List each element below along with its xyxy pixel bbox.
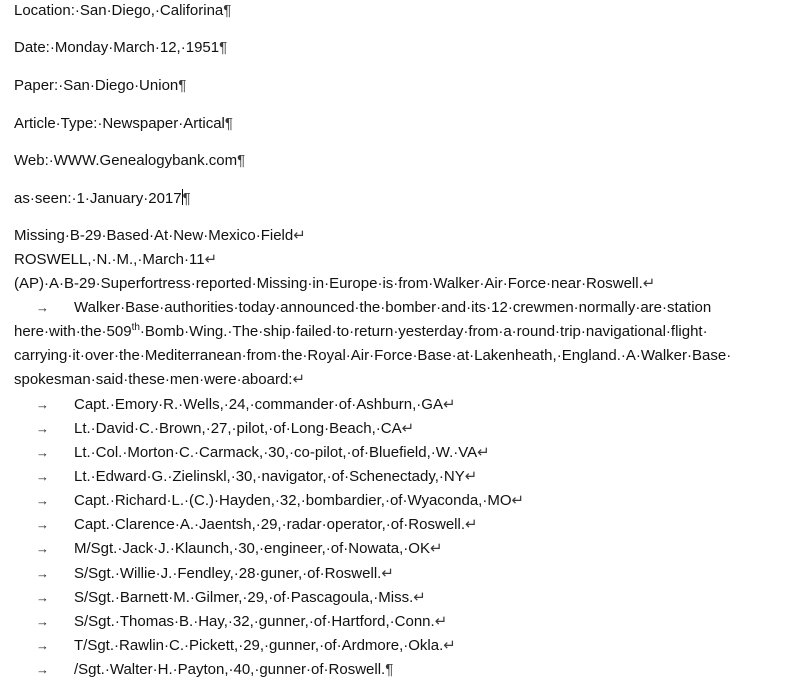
crew-member-text: S/Sgt.·Barnett·M.·Gilmer,·29,·of·Pascagoula,·Miss. xyxy=(74,589,414,606)
line-break-mark: ↵ xyxy=(381,565,394,582)
crew-member-text: Capt.·Clarence·A.·Jaentsh,·29,·radar·operator,·of·Roswell. xyxy=(74,516,465,533)
crew-member-text: T/Sgt.·Rawlin·C.·Pickett,·29,·gunner,·of·Ardmore,·Okla. xyxy=(74,637,444,654)
tab-mark: → xyxy=(36,421,49,436)
tab-mark: → xyxy=(36,493,49,508)
tab-mark: → xyxy=(36,566,49,581)
line-break-mark: ↵ xyxy=(511,492,525,509)
article-type-line xyxy=(14,114,233,134)
as-seen-line xyxy=(14,189,191,209)
tab-mark: → xyxy=(36,590,49,605)
line-break-mark: ↵ xyxy=(477,444,490,461)
location-line xyxy=(14,1,231,21)
tab-mark: → xyxy=(36,638,49,653)
tab-mark: → xyxy=(36,397,49,412)
crew-member-text: Capt.·Richard·L.·(C.)·Hayden,·32,·bombardier,·of·Wyaconda,·MO xyxy=(74,492,512,509)
paragraph-text: here·with·the·509 xyxy=(14,323,132,340)
line-break-mark: ↵ xyxy=(401,420,415,437)
web-text: Web:·WWW.Genealogybank.com xyxy=(14,152,238,169)
lead-text: (AP)·A·B-29·Superfortress·reported·Missing·in·Europe·is·from·Walker·Air·Force·near·Roswell. xyxy=(14,275,643,292)
crew-member-text: /Sgt.·Walter·H.·Payton,·40,·gunner·of·Roswell. xyxy=(74,661,386,678)
line-break-mark: ↵ xyxy=(429,540,443,557)
pilcrow-mark: ¶ xyxy=(224,115,233,132)
paragraph-line-3 xyxy=(14,346,731,366)
paragraph-text: spokesman·said·these·men·were·aboard: xyxy=(14,371,293,388)
line-break-mark: ↵ xyxy=(292,371,306,388)
paper-text: Paper:·San·Diego·Union xyxy=(14,77,179,94)
paragraph-text: carrying·it·over·the·Mediterranean·from·the·Royal·Air·Force·Base·at·Lakenheath,·England.·A·Walker·Base· xyxy=(14,347,732,364)
as-seen-text: as·seen:·1·January·2017 xyxy=(14,190,182,207)
crew-member-text: Capt.·Emory·R.·Wells,·24,·commander·of·Ashburn,·GA xyxy=(74,396,443,413)
crew-member-text: Lt.·Col.·Morton·C.·Carmack,·30,·co-pilot,·of·Bluefield,·W.·VA xyxy=(74,444,478,461)
tab-mark: → xyxy=(36,614,49,629)
crew-member-text: Lt.·David·C.·Brown,·27,·pilot,·of·Long·Beach,·CA xyxy=(74,420,402,437)
tab-mark: → xyxy=(36,662,49,677)
date-text: Date:·Monday·March·12,·1951 xyxy=(14,39,220,56)
paragraph-text: Walker·Base·authorities·today·announced·the·bomber·and·its·12·crewmen·normally·are·station xyxy=(74,299,712,316)
pilcrow-mark: ¶ xyxy=(219,39,228,56)
article-type-text: Article·Type:·Newspaper·Artical xyxy=(14,115,225,132)
line-break-mark: ↵ xyxy=(464,468,478,485)
lead-line xyxy=(14,274,655,294)
crew-member-text: S/Sgt.·Willie·J.·Fendley,·28·guner,·of·Roswell. xyxy=(74,565,382,582)
paragraph-line-4 xyxy=(14,370,305,390)
pilcrow-mark: ¶ xyxy=(182,190,191,207)
paragraph-line-2 xyxy=(14,322,708,342)
line-break-mark: ↵ xyxy=(434,613,448,630)
dateline-line xyxy=(14,250,217,270)
paper-line xyxy=(14,76,186,96)
pilcrow-mark: ¶ xyxy=(237,152,246,169)
headline-line xyxy=(14,226,306,246)
pilcrow-mark: ¶ xyxy=(178,77,187,94)
location-text: Location:·San·Diego,·Califorina xyxy=(14,2,224,19)
pilcrow-mark: ¶ xyxy=(385,661,394,678)
line-break-mark: ↵ xyxy=(413,589,426,606)
tab-mark: → xyxy=(36,300,49,315)
crew-member-text: M/Sgt.·Jack·J.·Klaunch,·30,·engineer,·of·Nowata,·OK xyxy=(74,540,430,557)
line-break-mark: ↵ xyxy=(465,516,478,533)
line-break-mark: ↵ xyxy=(204,251,218,268)
dateline-text: ROSWELL,·N.·M.,·March·11 xyxy=(14,251,205,268)
tab-mark: → xyxy=(36,469,49,484)
tab-mark: → xyxy=(36,517,49,532)
superscript-text: th xyxy=(131,322,140,333)
paragraph-line-1 xyxy=(14,298,804,318)
crew-member-text: Lt.·Edward·G.·Zielinskl,·30,·navigator,·of·Schenectady,·NY xyxy=(74,468,465,485)
web-line xyxy=(14,151,245,171)
pilcrow-mark: ¶ xyxy=(223,2,232,19)
line-break-mark: ↵ xyxy=(443,637,456,654)
paragraph-text: ·Bomb·Wing.·The·ship·failed·to·return·yesterday·from·a·round·trip·navigational·flight· xyxy=(139,323,708,340)
date-line xyxy=(14,38,227,58)
crew-member-text: S/Sgt.·Thomas·B.·Hay,·32,·gunner,·of·Hartford,·Conn. xyxy=(74,613,435,630)
line-break-mark: ↵ xyxy=(642,275,656,292)
headline-text: Missing·B-29·Based·At·New·Mexico·Field xyxy=(14,227,294,244)
line-break-mark: ↵ xyxy=(293,227,306,244)
tab-mark: → xyxy=(36,445,49,460)
tab-mark: → xyxy=(36,541,49,556)
line-break-mark: ↵ xyxy=(442,396,456,413)
